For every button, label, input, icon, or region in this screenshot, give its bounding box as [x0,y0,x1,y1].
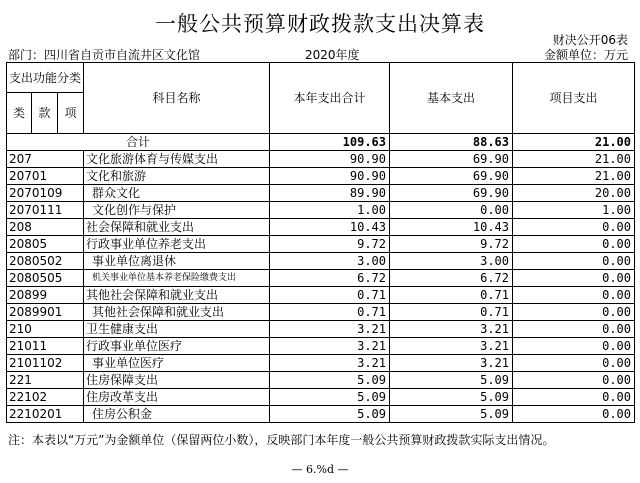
row-basic: 0.71 [390,287,513,304]
row-name: 机关事业单位基本养老保险缴费支出 [84,270,270,287]
row-basic: 3.00 [390,253,513,270]
row-basic: 5.09 [390,372,513,389]
row-code: 2070109 [7,185,84,202]
row-total: 90.90 [270,151,390,168]
row-code: 2080502 [7,253,84,270]
row-total: 3.21 [270,321,390,338]
row-total: 10.43 [270,219,390,236]
row-code: 21011 [7,338,84,355]
row-code: 22102 [7,389,84,406]
header-func-class: 支出功能分类 [7,63,84,93]
row-name: 事业单位医疗 [84,355,270,372]
row-total: 5.09 [270,406,390,423]
form-code: 财决公开06表 [552,33,628,47]
header-project: 项目支出 [513,63,635,134]
row-basic: 6.72 [390,270,513,287]
row-total: 1.00 [270,202,390,219]
row-name: 行政事业单位养老支出 [84,236,270,253]
row-project: 20.00 [513,185,635,202]
row-name: 事业单位离退休 [84,253,270,270]
row-project: 0.00 [513,355,635,372]
row-name: 其他社会保障和就业支出 [84,304,270,321]
table-row [7,338,635,355]
row-basic: 9.72 [390,236,513,253]
row-code: 207 [7,151,84,168]
row-code: 20701 [7,168,84,185]
total-project: 21.00 [513,134,635,151]
table-row [7,287,635,304]
table-row [7,304,635,321]
table-row [7,219,635,236]
row-code: 2210201 [7,406,84,423]
row-project: 0.00 [513,219,635,236]
header-basic: 基本支出 [390,63,513,134]
row-total: 0.71 [270,287,390,304]
row-project: 0.00 [513,389,635,406]
year-label: 2020年度 [305,48,360,62]
header-kuan: 款 [32,93,58,134]
row-name: 住房改革支出 [84,389,270,406]
row-name: 其他社会保障和就业支出 [84,287,270,304]
row-code: 20805 [7,236,84,253]
table-row [7,151,635,168]
row-basic: 69.90 [390,185,513,202]
row-name: 卫生健康支出 [84,321,270,338]
row-basic: 5.09 [390,389,513,406]
table-row [7,389,635,406]
row-name: 文化和旅游 [84,168,270,185]
row-name: 文化创作与保护 [84,202,270,219]
row-total: 3.21 [270,355,390,372]
row-code: 2070111 [7,202,84,219]
table-row [7,253,635,270]
row-basic: 0.00 [390,202,513,219]
table-row [7,185,635,202]
page-title: 一般公共预算财政拨款支出决算表 [155,12,485,36]
page-number: — 6.%d — [291,463,349,476]
row-code: 20899 [7,287,84,304]
row-project: 0.00 [513,321,635,338]
table-row [7,372,635,389]
row-basic: 3.21 [390,338,513,355]
row-total: 3.00 [270,253,390,270]
row-project: 0.00 [513,372,635,389]
row-name: 群众文化 [84,185,270,202]
table-row [7,202,635,219]
row-total: 0.71 [270,304,390,321]
table-row [7,406,635,423]
row-project: 0.00 [513,253,635,270]
row-basic: 69.90 [390,168,513,185]
table-note: 注：本表以“万元”为金额单位（保留两位小数），反映部门本年度一般公共预算财政拨款实际支出情况。 [8,433,555,447]
row-total: 5.09 [270,389,390,406]
table-row [7,321,635,338]
row-total: 89.90 [270,185,390,202]
row-name: 文化旅游体育与传媒支出 [84,151,270,168]
row-basic: 5.09 [390,406,513,423]
row-code: 2080505 [7,270,84,287]
unit-label: 金额单位：万元 [543,48,628,62]
row-project: 0.00 [513,304,635,321]
header-lei: 类 [7,93,32,134]
row-name: 行政事业单位医疗 [84,338,270,355]
row-total: 90.90 [270,168,390,185]
row-project: 0.00 [513,338,635,355]
header-xiang: 项 [58,93,84,134]
row-name: 住房公积金 [84,406,270,423]
row-project: 0.00 [513,406,635,423]
row-total: 6.72 [270,270,390,287]
total-label: 合计 [7,134,270,151]
row-total: 9.72 [270,236,390,253]
row-basic: 0.71 [390,304,513,321]
row-code: 221 [7,372,84,389]
row-project: 0.00 [513,287,635,304]
total-row [7,134,635,151]
row-basic: 10.43 [390,219,513,236]
header-total: 本年支出合计 [270,63,390,134]
row-total: 3.21 [270,338,390,355]
row-total: 5.09 [270,372,390,389]
row-code: 208 [7,219,84,236]
table-row [7,270,635,287]
row-basic: 3.21 [390,355,513,372]
table-row [7,168,635,185]
header-item-name: 科目名称 [84,63,270,134]
table-row [7,236,635,253]
row-name: 住房保障支出 [84,372,270,389]
row-code: 210 [7,321,84,338]
expenditure-table [6,62,635,423]
total-amount: 109.63 [270,134,390,151]
table-row [7,355,635,372]
row-project: 21.00 [513,151,635,168]
total-basic: 88.63 [390,134,513,151]
row-project: 21.00 [513,168,635,185]
department-label: 部门：四川省自贡市自流井区文化馆 [8,48,201,62]
row-basic: 69.90 [390,151,513,168]
row-project: 0.00 [513,236,635,253]
row-project: 1.00 [513,202,635,219]
row-basic: 3.21 [390,321,513,338]
row-code: 2101102 [7,355,84,372]
row-code: 2089901 [7,304,84,321]
row-name: 社会保障和就业支出 [84,219,270,236]
row-project: 0.00 [513,270,635,287]
